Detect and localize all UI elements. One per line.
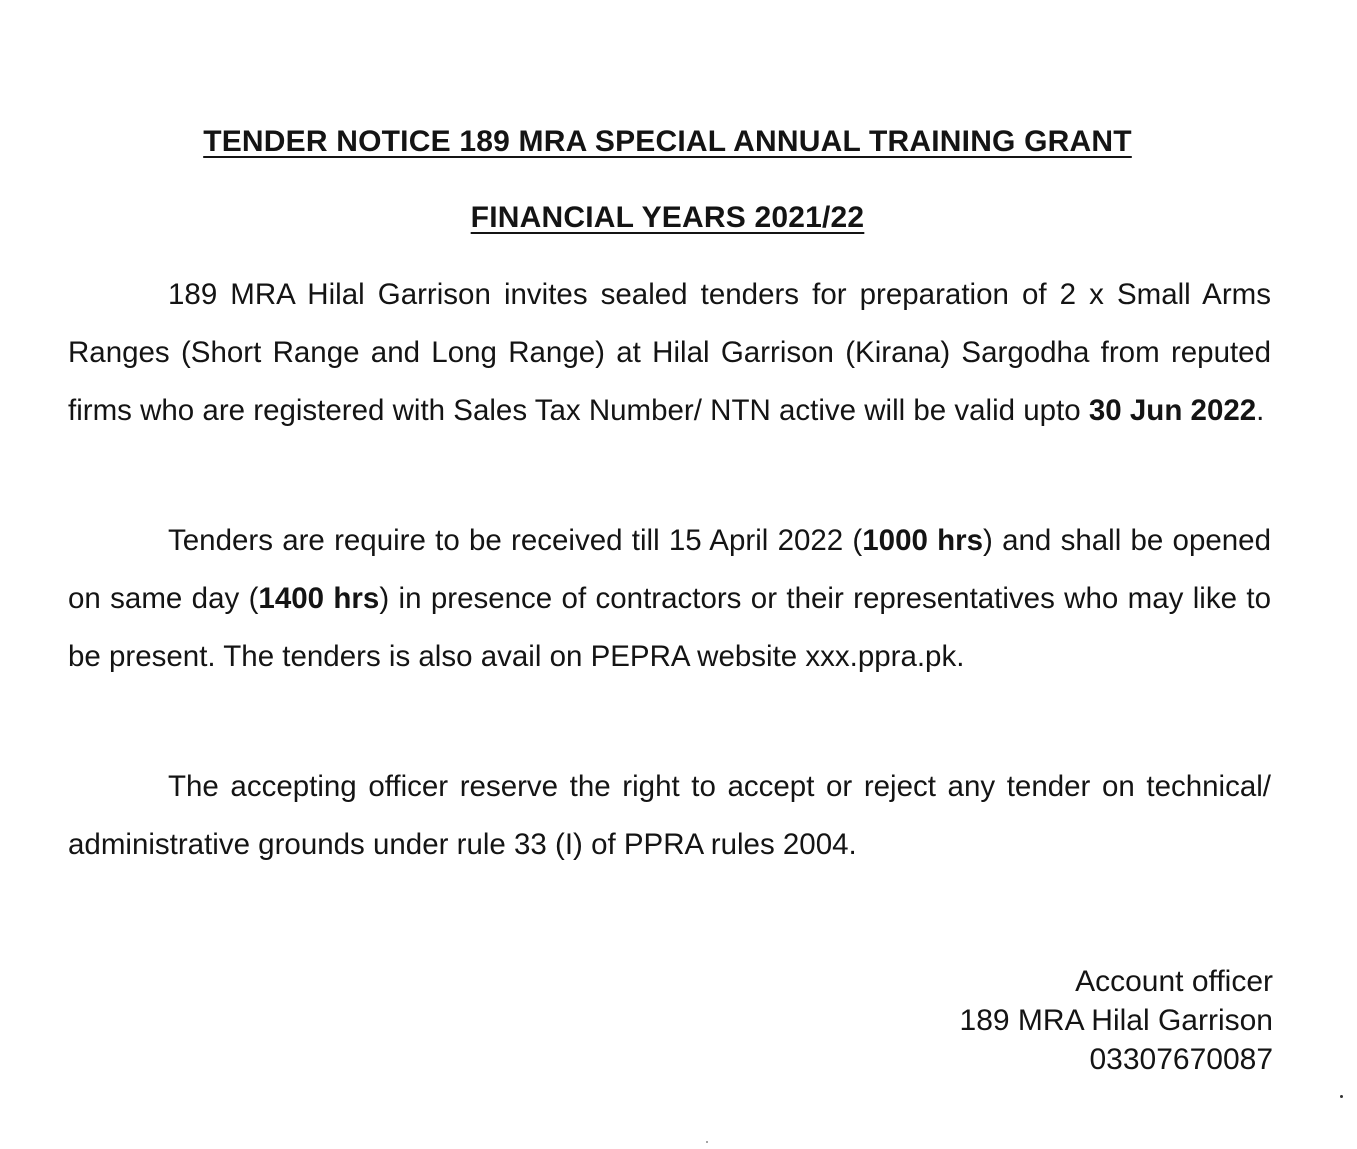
signature-block bbox=[960, 962, 1273, 1079]
invitation-text-end: . bbox=[1256, 394, 1265, 427]
paragraph-schedule bbox=[68, 512, 1271, 686]
scan-speck bbox=[706, 1141, 708, 1143]
notice-title-line2: FINANCIAL YEARS 2021/22 bbox=[470, 201, 865, 234]
scan-speck bbox=[1340, 1095, 1343, 1098]
invitation-text: 189 MRA Hilal Garrison invites sealed tenders for preparation of 2 x Small Arms Ranges (Short Range and Long Range) at Hilal Garrison (Kirana) Sargodha from reputed firms who are registered with Sales Tax Number/ NTN active will be valid upto bbox=[68, 278, 1271, 427]
paragraph-invitation bbox=[68, 266, 1271, 440]
signature-unit: 189 MRA Hilal Garrison bbox=[959, 1004, 1273, 1037]
schedule-text-1: Tenders are require to be received till 15 April 2022 ( bbox=[168, 524, 863, 557]
signature-phone: 03307670087 bbox=[1089, 1043, 1273, 1076]
opening-time: 1400 hrs bbox=[258, 582, 380, 615]
notice-title-line1: TENDER NOTICE 189 MRA SPECIAL ANNUAL TRAINING GRANT bbox=[203, 125, 1132, 158]
validity-date: 30 Jun 2022 bbox=[1088, 394, 1257, 427]
schedule-text-2: ) and shall be opened on same day ( bbox=[68, 524, 1271, 615]
paragraph-rights bbox=[68, 758, 1271, 874]
receipt-time: 1000 hrs bbox=[862, 524, 984, 557]
signature-designation: Account officer bbox=[1075, 965, 1273, 998]
rights-text: The accepting officer reserve the right to accept or reject any tender on technical/ administrative grounds under rule 33 (I) of PPRA rules 2004. bbox=[68, 770, 1271, 861]
schedule-text-3: ) in presence of contractors or their representatives who may like to be present. The tenders is also avail on PEPRA website xxx.ppra.pk. bbox=[68, 582, 1271, 673]
